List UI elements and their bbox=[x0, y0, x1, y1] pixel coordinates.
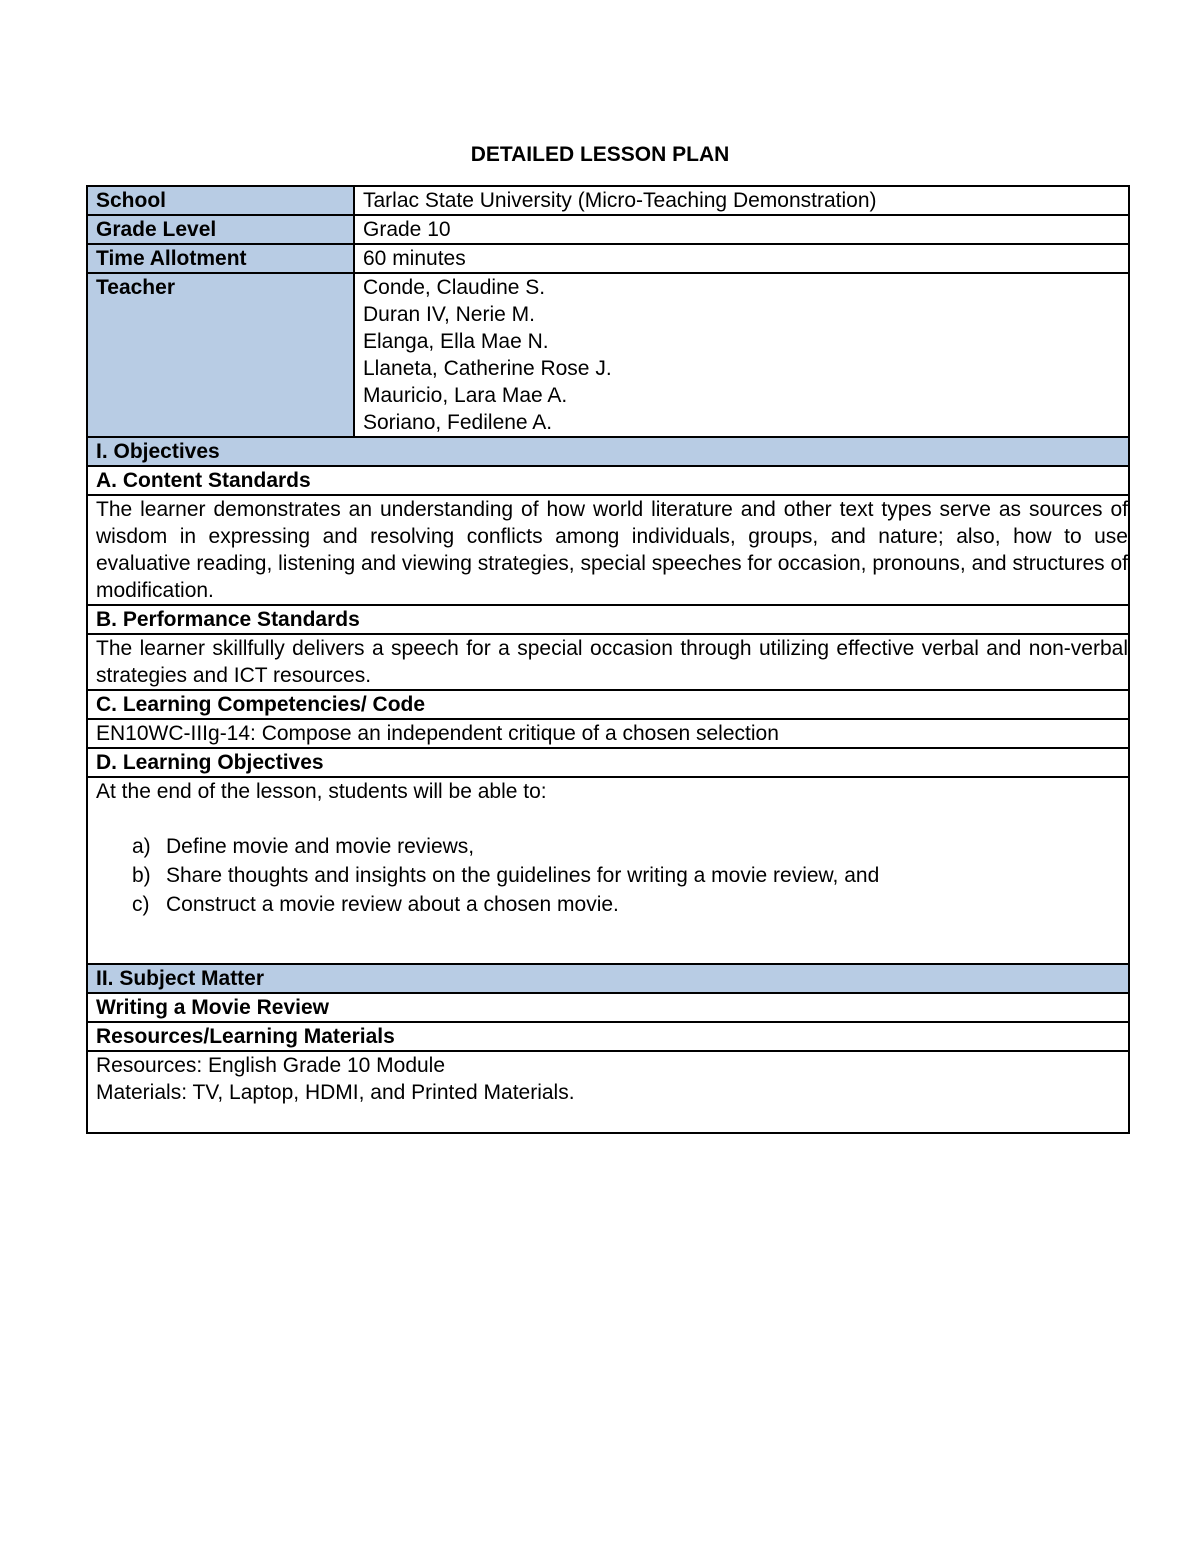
list-marker: c) bbox=[132, 893, 150, 916]
time-allotment-value: 60 minutes bbox=[354, 244, 1129, 273]
list-item-text: Share thoughts and insights on the guidelines for writing a movie review, and bbox=[166, 864, 880, 887]
subject-matter-section-row bbox=[87, 964, 1129, 993]
document-title: DETAILED LESSON PLAN bbox=[470, 143, 730, 166]
teacher-name: Elanga, Ella Mae N. bbox=[363, 330, 549, 353]
content-standards-heading-row bbox=[87, 466, 1129, 495]
learning-objectives-intro: At the end of the lesson, students will be able to: bbox=[96, 780, 547, 803]
list-item bbox=[96, 861, 1128, 890]
performance-standards-heading: B. Performance Standards bbox=[87, 605, 1129, 634]
performance-standards-heading-row bbox=[87, 605, 1129, 634]
resources-heading-row bbox=[87, 1022, 1129, 1051]
time-allotment-label: Time Allotment bbox=[87, 244, 354, 273]
school-label: School bbox=[87, 186, 354, 215]
learning-objectives-row bbox=[87, 777, 1129, 964]
grade-level-value: Grade 10 bbox=[354, 215, 1129, 244]
competencies-row bbox=[87, 719, 1129, 748]
learning-objectives-heading-row bbox=[87, 748, 1129, 777]
content-standards-text: The learner demonstrates an understanding of how world literature and other text types serve as sources of wisdom in expressing and resolving conflicts among individuals, groups, and nature; also, how to use evaluative reading, listening and viewing strategies, special speeches for occasion, pronouns, and structures of modification. bbox=[87, 495, 1129, 605]
teacher-name: Llaneta, Catherine Rose J. bbox=[363, 357, 612, 380]
time-allotment-row bbox=[87, 244, 1129, 273]
resources-heading: Resources/Learning Materials bbox=[87, 1022, 1129, 1051]
objectives-heading: I. Objectives bbox=[87, 437, 1129, 466]
learning-objectives-heading: D. Learning Objectives bbox=[87, 748, 1129, 777]
grade-level-row bbox=[87, 215, 1129, 244]
teacher-row bbox=[87, 273, 1129, 437]
teacher-name: Mauricio, Lara Mae A. bbox=[363, 384, 568, 407]
objectives-section-row bbox=[87, 437, 1129, 466]
school-row bbox=[87, 186, 1129, 215]
teacher-name: Soriano, Fedilene A. bbox=[363, 411, 553, 434]
materials-line: Materials: TV, Laptop, HDMI, and Printed Materials. bbox=[96, 1081, 575, 1104]
school-value: Tarlac State University (Micro-Teaching Demonstration) bbox=[354, 186, 1129, 215]
teacher-name: Conde, Claudine S. bbox=[363, 276, 546, 299]
content-standards-row bbox=[87, 495, 1129, 605]
list-marker: a) bbox=[132, 835, 151, 858]
resources-line: Resources: English Grade 10 Module bbox=[96, 1054, 446, 1077]
learning-objectives-cell bbox=[87, 777, 1129, 964]
performance-standards-text: The learner skillfully delivers a speech for a special occasion through utilizing effective verbal and non-verbal strategies and ICT resources. bbox=[87, 634, 1129, 690]
competencies-heading-row bbox=[87, 690, 1129, 719]
resources-cell bbox=[87, 1051, 1129, 1133]
subject-topic-row bbox=[87, 993, 1129, 1022]
list-marker: b) bbox=[132, 864, 151, 887]
learning-objectives-list bbox=[96, 832, 1128, 919]
teacher-label: Teacher bbox=[87, 273, 354, 437]
competencies-text: EN10WC-IIIg-14: Compose an independent critique of a chosen selection bbox=[87, 719, 1129, 748]
teacher-list bbox=[354, 273, 1129, 437]
performance-standards-row bbox=[87, 634, 1129, 690]
list-item bbox=[96, 832, 1128, 861]
subject-matter-heading: II. Subject Matter bbox=[87, 964, 1129, 993]
competencies-heading: C. Learning Competencies/ Code bbox=[87, 690, 1129, 719]
list-item-text: Construct a movie review about a chosen movie. bbox=[166, 893, 619, 916]
list-item-text: Define movie and movie reviews, bbox=[166, 835, 475, 858]
grade-level-label: Grade Level bbox=[87, 215, 354, 244]
resources-row bbox=[87, 1051, 1129, 1133]
content-standards-heading: A. Content Standards bbox=[87, 466, 1129, 495]
subject-topic: Writing a Movie Review bbox=[87, 993, 1129, 1022]
teacher-name: Duran IV, Nerie M. bbox=[363, 303, 535, 326]
list-item bbox=[96, 890, 1128, 919]
lesson-plan-table bbox=[86, 185, 1130, 1134]
